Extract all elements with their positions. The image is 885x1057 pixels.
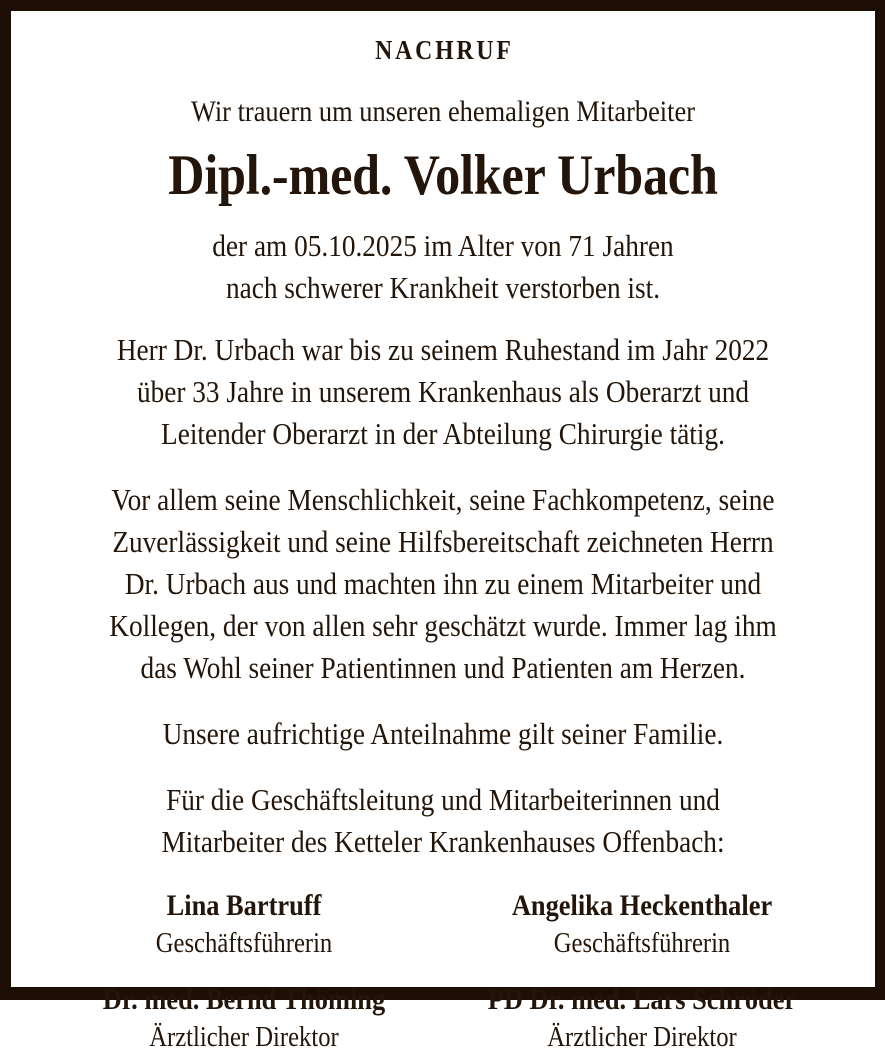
signatory-1-name-text: Lina Bartruff [166, 889, 322, 922]
signoff-line-1 [45, 779, 841, 821]
signoff-line-2-text: Mitarbeiter des Ketteler Krankenhauses Offenbach: [161, 824, 725, 859]
signoff-line-2 [45, 821, 841, 863]
obituary-notice [11, 11, 875, 1053]
tribute-line-5 [45, 647, 841, 689]
signatory-2-role-text: Geschäftsführerin [553, 928, 731, 959]
deceased-name-text: Dipl.-med. Volker Urbach [168, 144, 718, 207]
condolence-paragraph [45, 713, 841, 755]
signatory-3 [45, 981, 443, 1057]
signatory-1-role-text: Geschäftsführerin [155, 928, 333, 959]
mourning-lead-line [45, 93, 841, 131]
condolence-text: Unsere aufrichtige Anteilnahme gilt seiner Familie. [162, 716, 724, 751]
signatory-1-name [45, 887, 443, 925]
notice-kicker-text: NACHRUF [375, 35, 514, 65]
tribute-line-1 [45, 479, 841, 521]
tribute-line-2-text: Zuverlässigkeit und seine Hilfsbereitschaft zeichneten Herrn [112, 524, 774, 559]
death-details-line-1 [45, 225, 841, 267]
signoff-line-1-text: Für die Geschäftsleitung und Mitarbeiterinnen und [166, 782, 720, 817]
signatory-1-role [45, 925, 443, 963]
tribute-line-5-text: das Wohl seiner Patientinnen und Patienten am Herzen. [140, 650, 746, 685]
deceased-name [45, 141, 841, 211]
death-details-paragraph [45, 225, 841, 309]
tribute-paragraph [45, 479, 841, 689]
signoff-paragraph [45, 779, 841, 863]
death-details-line-2-text: nach schwerer Krankheit verstorben ist. [225, 270, 661, 305]
signatory-2-name-text: Angelika Heckenthaler [511, 889, 773, 922]
tribute-line-4-text: Kollegen, der von allen sehr geschätzt wurde. Immer lag ihm [109, 608, 777, 643]
notice-kicker [45, 33, 841, 67]
signatory-4 [443, 981, 841, 1057]
signatory-1 [45, 887, 443, 963]
death-details-line-1-text: der am 05.10.2025 im Alter von 71 Jahren [212, 228, 674, 263]
signatory-2-name [443, 887, 841, 925]
death-details-line-2 [45, 267, 841, 309]
career-line-1-text: Herr Dr. Urbach war bis zu seinem Ruhestand im Jahr 2022 [116, 332, 770, 367]
signatory-grid [45, 887, 841, 1057]
career-line-3-text: Leitender Oberarzt in der Abteilung Chirurgie tätig. [161, 416, 725, 451]
signatory-3-role-text: Ärztlicher Direktor [149, 1022, 339, 1053]
career-line-2-text: über 33 Jahre in unserem Krankenhaus als Oberarzt und [136, 374, 750, 409]
tribute-line-4 [45, 605, 841, 647]
career-line-2 [45, 371, 841, 413]
tribute-line-1-text: Vor allem seine Menschlichkeit, seine Fachkompetenz, seine [111, 482, 775, 517]
signatory-3-name-text: Dr. med. Bernd Thöming [102, 983, 386, 1016]
career-paragraph [45, 329, 841, 455]
signatory-3-name [45, 981, 443, 1019]
career-line-3 [45, 413, 841, 455]
tribute-line-3 [45, 563, 841, 605]
signatory-4-name-text: PD Dr. med. Lars Schröder [487, 983, 797, 1016]
tribute-line-2 [45, 521, 841, 563]
signatory-4-role-text: Ärztlicher Direktor [547, 1022, 737, 1053]
signatory-4-role [443, 1019, 841, 1057]
signatory-4-name [443, 981, 841, 1019]
signatory-2-role [443, 925, 841, 963]
signatory-3-role [45, 1019, 443, 1057]
career-line-1 [45, 329, 841, 371]
mourning-lead-text: Wir trauern um unseren ehemaligen Mitarbeiter [190, 95, 695, 128]
signatory-2 [443, 887, 841, 963]
tribute-line-3-text: Dr. Urbach aus und machten ihn zu einem Mitarbeiter und [124, 566, 762, 601]
condolence-line [45, 713, 841, 755]
